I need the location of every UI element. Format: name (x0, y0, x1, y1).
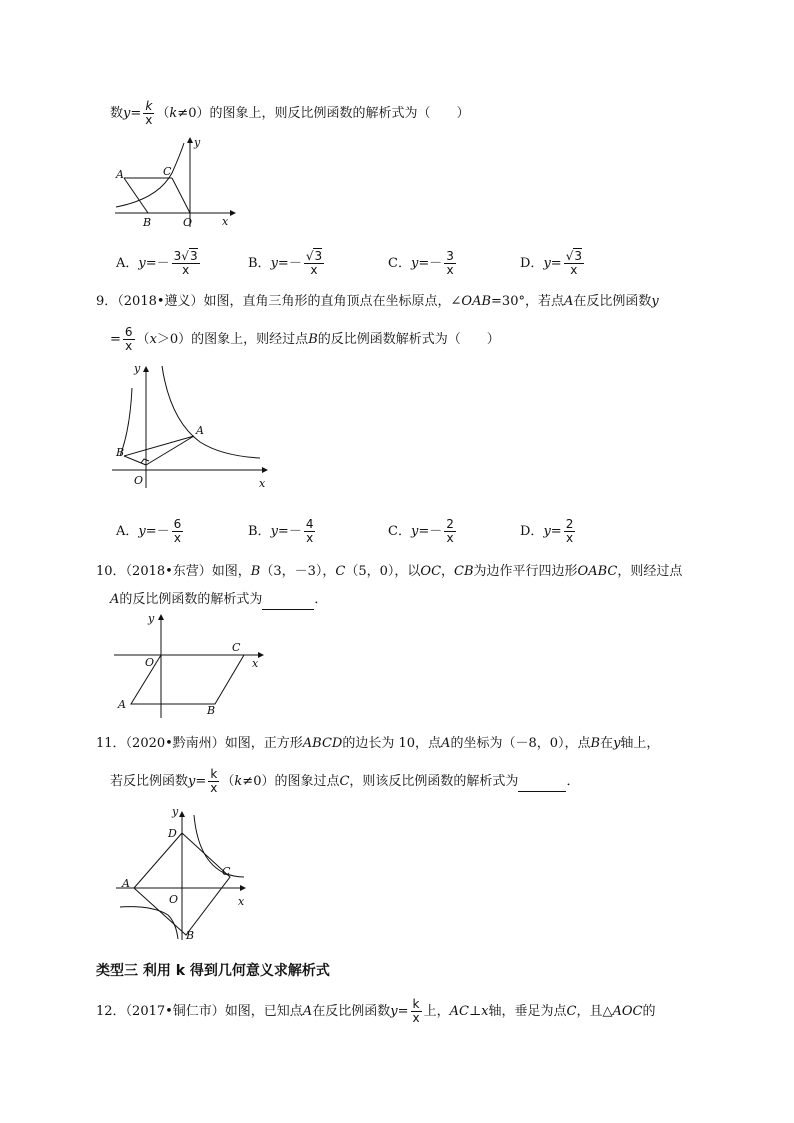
q10-fig-label-x: x (252, 657, 259, 670)
q9-fig-label-O: O (134, 474, 144, 487)
q9-option-c[interactable]: C．y=－ $\frac{2}{x}$ (388, 517, 454, 545)
q8-fig-label-O: O (183, 216, 193, 229)
q9-stem-line1: 9．（2018•遵义）如图，直角三角形的直角顶点在坐标原点，∠OAB=30°，若点A在反比例函数y (96, 294, 659, 309)
q8-fig-label-y: y (194, 136, 201, 149)
q11-fig-label-x: x (238, 895, 245, 908)
q8-option-d[interactable]: D．y= $\frac{√3}{x}$ (520, 249, 582, 277)
q9-figure (110, 360, 275, 495)
q10-figure (110, 610, 270, 720)
q11-fig-label-C: C (222, 865, 231, 878)
q11-fig-label-O: O (169, 893, 179, 906)
q8-option-b[interactable]: B．y=－ $\frac{√3}{x}$ (248, 249, 323, 277)
q11-answer-blank[interactable] (518, 773, 566, 792)
q10-fig-label-C: C (232, 641, 241, 654)
q12-stem: 12．（2017•铜仁市）如图，已知点A在反比例函数y= $\frac{k}{x}$ 上，AC⊥x轴，垂足为点C，且△AOC的 (96, 997, 656, 1025)
q9-fig-label-x: x (259, 477, 266, 490)
q9-option-d[interactable]: D．y= $\frac{2}{x}$ (520, 517, 574, 545)
q10-fig-label-O: O (145, 656, 155, 669)
q9-option-b[interactable]: B．y=－ $\frac{4}{x}$ (248, 517, 314, 545)
q8-option-a[interactable]: A．y=－ $\frac{3√3}{x}$ (116, 249, 198, 277)
q11-fig-label-y: y (172, 805, 179, 818)
q11-fig-label-D: D (168, 827, 177, 840)
q8-figure (110, 135, 240, 230)
section-heading: 类型三 利用 k 得到几何意义求解析式 (96, 963, 330, 979)
q8-stem: 数y= $\frac{k}{x}$ （k≠0）的图象上，则反比例函数的解析式为（ ） (110, 99, 470, 127)
q9-fig-label-A: A (196, 424, 204, 437)
q10-stem-line1: 10．（2018•东营）如图，B（3，－3），C（5，0），以OC，CB为边作平行四边形OABC，则经过点 (96, 564, 683, 579)
q9-stem-line2: = $\frac{6}{x}$ （x＞0）的图象上，则经过点B的反比例函数解析式为（ ） (110, 325, 500, 353)
q11-fig-label-B: B (186, 929, 195, 942)
q11-figure (112, 805, 252, 945)
q9-fig-label-y: y (134, 362, 141, 375)
q10-answer-blank[interactable] (262, 591, 314, 610)
q9-option-a[interactable]: A．y=－ $\frac{6}{x}$ (116, 517, 182, 545)
q11-stem-line2: 若反比例函数y= $\frac{k}{x}$ （k≠0）的图象过点C，则该反比例函数的解析式为 ． (110, 767, 580, 795)
q11-stem-line1: 11．（2020•黔南州）如图，正方形ABCD的边长为 10，点A的坐标为（－8，0），点B在y轴上， (96, 736, 660, 751)
q8-fig-label-C: C (163, 165, 172, 178)
q8-fig-label-x: x (222, 215, 229, 228)
q10-fig-label-B: B (207, 704, 216, 717)
q10-fig-label-y: y (148, 612, 155, 625)
q8-fig-label-A: A (116, 168, 124, 181)
q10-stem-line2: A的反比例函数的解析式为 ． (110, 591, 327, 610)
q8-stem-fraction: $\frac{k}{x}$ (145, 99, 153, 127)
q8-fig-label-B: B (143, 216, 152, 229)
q8-option-c[interactable]: C．y=－ $\frac{3}{x}$ (388, 249, 454, 277)
q9-fig-label-B: B (116, 446, 125, 459)
q10-fig-label-A: A (118, 698, 126, 711)
q11-fig-label-A: A (122, 877, 130, 890)
